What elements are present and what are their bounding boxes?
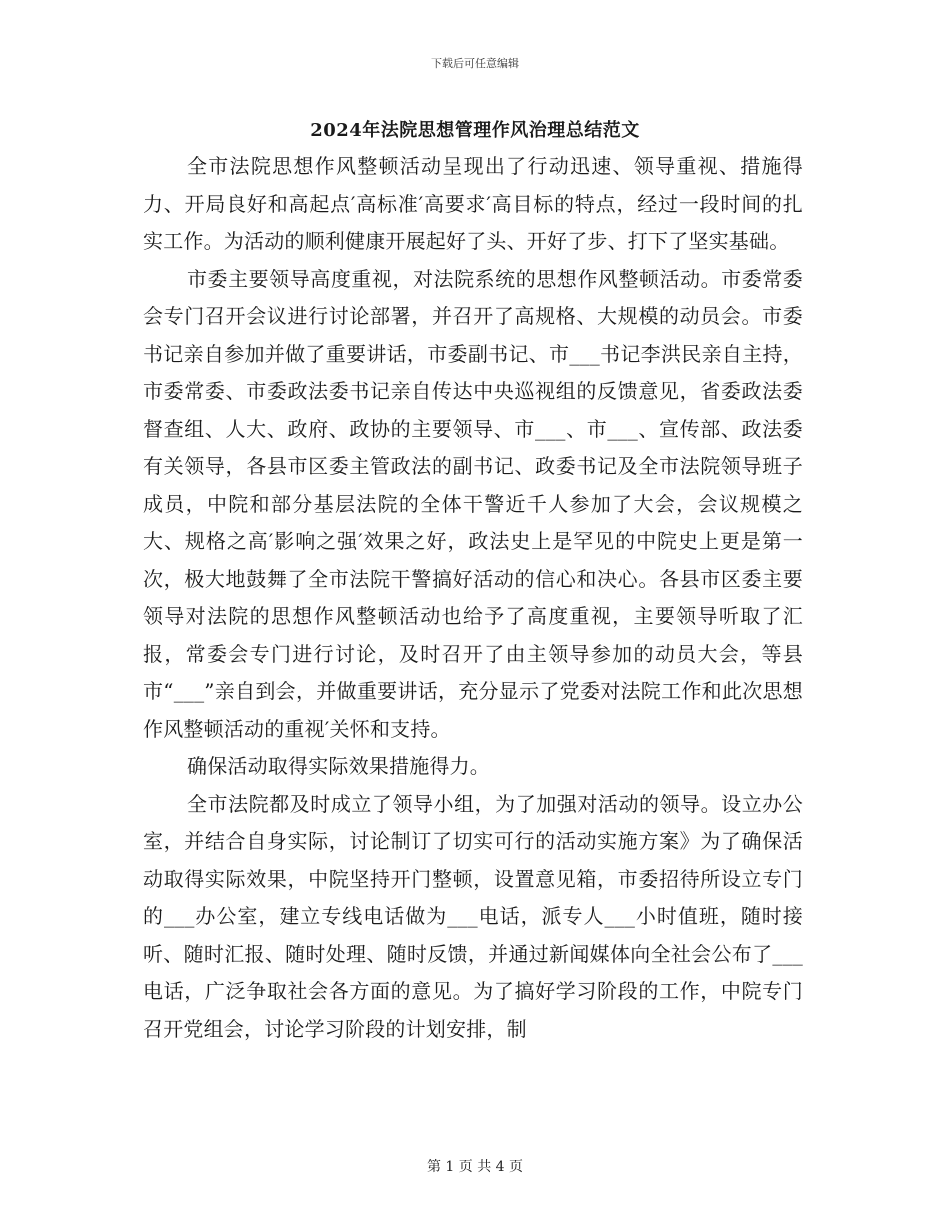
paragraph: 确保活动取得实际效果措施得力。 [187,754,490,778]
paragraph: 全市法院思想作风整顿活动呈现出了行动迅速、领导重视、措施得力、开局良好和高起点′高标准′高要求′高目标的特点，经过一段时间的扎实工作。为活动的顺利健康开展起好了头、开好了步、打下了坚实基础。 [143,154,803,253]
paragraph: 市委主要领导高度重视，对法院系统的思想作风整顿活动。市委常委会专门召开会议进行讨论部署，并召开了高规格、大规模的动员会。市委书记亲自参加并做了重要讲话，市委副书记、市___书记李洪民亲自主持，市委常委、市委政法委书记亲自传达中央巡视组的反馈意见，省委政法委督查组、人大、政府、政协的主要领导、市___、市___、宣传部、政法委有关领导，各县市区委主管政法的副书记、政委书记及全市法院领导班子成员，中院和部分基层法院的全体干警近千人参加了大会，会议规模之大、规格之高′影响之强′效果之好，政法史上是罕见的中院史上更是第一次，极大地鼓舞了全市法院干警搞好活动的信心和决心。各县市区委主要领导对法院的思想作风整顿活动也给予了高度重视，主要领导听取了汇报，常委会专门进行讨论，及时召开了由主领导参加的动员大会，等县市“___”亲自到会，并做重要讲话，充分显示了党委对法院工作和此次思想作风整顿活动的重视′关怀和支持。 [143,266,803,741]
document-title: 2024年法院思想管理作风治理总结范文 [310,120,640,141]
page-footer: 第 1 页 共 4 页 [426,1159,524,1175]
page-header-note: 下载后可任意编辑 [431,57,519,70]
document-body [143,148,803,1048]
paragraph: 全市法院都及时成立了领导小组，为了加强对活动的领导。设立办公室，并结合自身实际，讨论制订了切实可行的活动实施方案》为了确保活动取得实际效果，中院坚持开门整顿，设置意见箱，市委招待所设立专门的___办公室，建立专线电话做为___电话，派专人___小时值班，随时接听、随时汇报、随时处理、随时反馈，并通过新闻媒体向全社会公布了___电话，广泛争取社会各方面的意见。为了搞好学习阶段的工作，中院专门召开党组会，讨论学习阶段的计划安排，制 [143,791,803,1041]
